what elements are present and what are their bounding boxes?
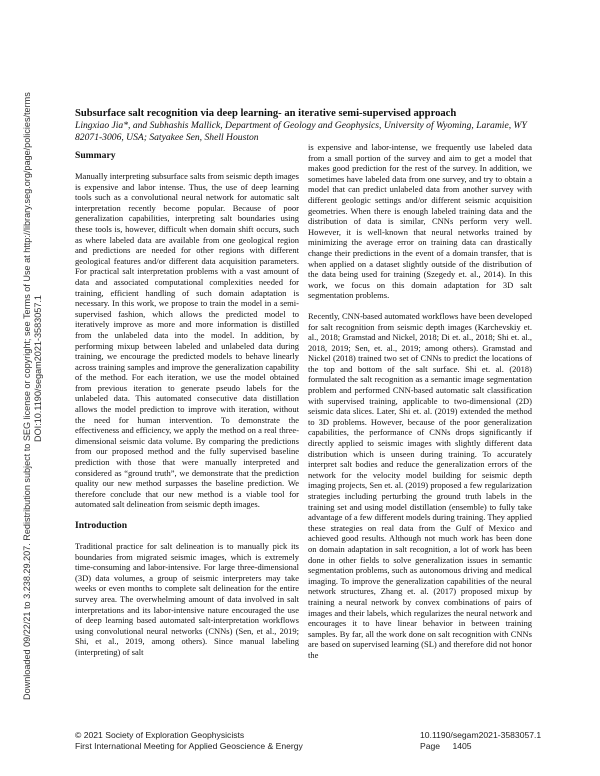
sidebar-doi: DOI:10.1190/segam2021-3583057.1: [33, 295, 43, 442]
download-notice-text: Downloaded 09/22/21 to 3.238.29.207. Redistribution subject to SEG license or copyright; see Terms of Use at http://library.seg.org/page/policies/terms: [22, 92, 32, 700]
footer-doi: 10.1190/segam2021-3583057.1: [420, 730, 542, 740]
left-column: [75, 150, 299, 668]
summary-heading: Summary: [75, 150, 116, 161]
footer-meeting: First International Meeting for Applied Geoscience & Energy: [75, 741, 303, 751]
right-paragraph-1: is expensive and labor-intense, we frequently use labeled data from a small portion of the survey and aim to get a model that makes good prediction for the rest of the survey. In addition, we sometimes have labeled data from one survey, and try to obtain a model that can predict unlabeled data from another survey with different geologic settings and/or different seismic acquisition geometries. When there is enough labeled training data and the distribution of data is similar, CNNs perform very well. However, it is well-known that neural networks trained by minimizing the average error on training data can drastically change their predictions in the event of a domain transfer, that is when applied on a dataset slightly outside of the distribution of the data being used for training (Szegedy et. al., 2014). In this work, we focus on this domain adaptation for 3D salt segmentation problems.: [308, 142, 532, 301]
footer-right: [420, 730, 541, 752]
page-number: 1405: [452, 741, 472, 751]
download-sidebar: [0, 0, 43, 776]
page-indicator: [420, 741, 541, 752]
summary-paragraph: Manually interpreting subsurface salts from seismic depth images is expensive and labor intense. Thus, the use of deep learning tools such as a convolutional neural network for automatic salt interpretation recently become popular. Because of poor generalization capabilities, interpreting salt boundaries using these tools is, however, difficult when domain shift occurs, such as where labeled data are available from one geological region and predictions are needed for other regions with different geological features and/or different data acquisition parameters. For practical salt interpretation problems with a vast amount of data and associated computational complexities needed for training, efficient handling of such domain adaptation is necessary. In this work, we propose to train the model in a semi-supervised fashion, which allows the predicted model to iteratively improve as more and more information is distilled from the unlabeled data into the model. In addition, by performing mixup between labeled and unlabeled data during training, we encourage the predicted models to behave linearly across training samples and improve the generalization capability of the method. For each iteration, we use the model obtained from previous iteration to generate pseudo labels for the unlabeled data. This automated consecutive data distillation allows the model prediction to improve with iteration, without the need for human intervention. To demonstrate the effectiveness and efficiency, we apply the method on a real three-dimensional seismic data volume. By comparing the predictions from our proposed method and the fully supervised baseline prediction with those that were manually interpreted and considered as “ground truth”, we demonstrate that the prediction quality our new method surpasses the baseline prediction. We therefore conclude that our new method is a viable tool for automated salt delineation from seismic depth images.: [75, 171, 299, 510]
introduction-paragraph: Traditional practice for salt delineation is to manually pick its boundaries from migrated seismic images, which is extremely time-consuming and labor-intensive. For large three-dimensional (3D) data volumes, a group of seismic interpreters may take weeks or even months to complete salt delineation for the entire survey area. The overwhelming amount of data involved in salt interpretations and its labor-intensive nature encouraged the use of deep learning based automated salt-interpretation workflows using convolutional neural networks (CNNs) (Sen, et al., 2019; Shi, et al., 2019, among others). Since manual labeling (interpreting) of salt: [75, 541, 299, 657]
right-column: [308, 142, 532, 671]
right-paragraph-2: Recently, CNN-based automated workflows have been developed for salt recognition from seismic depth images (Karchevskiy et. al., 2018; Gramstad and Nickel, 2018; Di et. al., 2018; Shi et. al., 2018, 2019; Sen, et. al., 2019; among others). Gramstad and Nickel (2018) trained two set of CNNs to predict the locations of the top and bottom of the salt surface. Shi et. al. (2018) formulated the salt recognition as a semantic image segmentation problem and performed CNN-based automatic salt classification with supervised training, applicable to two-dimensional (2D) seismic data slices. Later, Shi et. al. (2019) extended the method to 3D problems. However, because of the poor generalization capabilities, the performance of CNNs drops significantly if directly applied to seismic images with slightly different data distribution which is unseen during training. To accurately interpret salt bodies and reduce the generalization errors of the network for the velocity model building for seismic depth imaging projects, Sen et. al. (2019) proposed a few regularization strategies including perturbing the ground truth labels in the training set and using model distillation (ensemble) to fully take advantage of a few different models during training. They applied these strategies on real data from the Gulf of Mexico and achieved good results. Although not much work has been done on domain adaptation in salt recognition, a lot of work has been done in other fields to solve generalization issues in semantic segmentation problems, such as autonomous driving and medical imaging. To improve the generalization capabilities of the neural network structures, Zhang et. al. (2017) proposed mixup by training a neural network by convex combinations of pairs of images and their labels, which regularizes the neural network and encourages it to have linear behavior in between training samples. By far, all the work done on salt recognition with CNNs are based on supervised learning (SL) and therefore did not honor the: [308, 310, 532, 660]
paper-title: Subsurface salt recognition via deep learning- an iterative semi-supervised approach: [75, 108, 457, 119]
download-notice: [22, 0, 44, 700]
author-line: Lingxiao Jia*, and Subhashis Mallick, Department of Geology and Geophysics, University of Wyoming, Laramie, WY 82071-3006, USA; Satyakee Sen, Shell Houston: [75, 120, 527, 143]
introduction-heading: Introduction: [75, 520, 128, 531]
page-label: Page: [420, 741, 441, 751]
footer-copyright: © 2021 Society of Exploration Geophysicists: [75, 730, 245, 740]
footer-left: [75, 730, 303, 752]
